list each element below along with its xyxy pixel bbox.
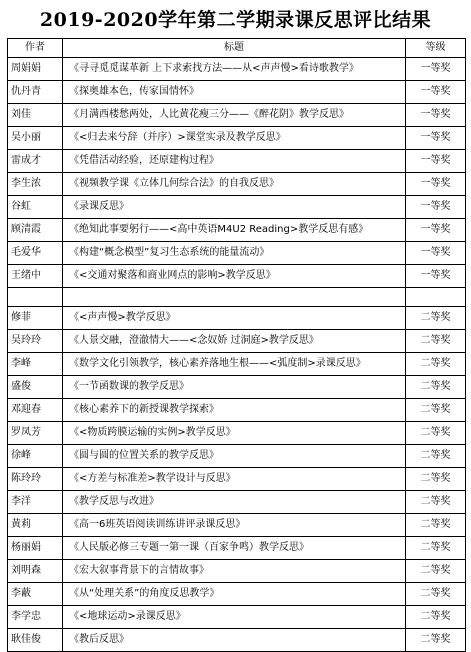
spacer-row: [8, 288, 466, 307]
grade-cell: 一等奖: [406, 58, 466, 81]
grade-cell: 二等奖: [406, 307, 466, 330]
grade-cell: 二等奖: [406, 422, 466, 445]
table-row: [8, 537, 466, 560]
grade-cell: 二等奖: [406, 330, 466, 353]
title-cell: 《核心素养下的新授课教学探索》: [63, 399, 406, 422]
grade-cell: 一等奖: [406, 81, 466, 104]
grade-cell: 二等奖: [406, 353, 466, 376]
title-cell: 《宏大叙事背景下的言情故事》: [63, 560, 406, 583]
table-row: [8, 445, 466, 468]
title-cell: 《凭借活动经验，还原建构过程》: [63, 150, 406, 173]
author-cell: 雷成才: [8, 150, 63, 173]
grade-cell: 一等奖: [406, 219, 466, 242]
grade-cell: 一等奖: [406, 196, 466, 219]
title-cell: 《从“处理关系”的角度反思教学》: [63, 583, 406, 606]
title-cell: 《寻寻觅觅谋革新 上下求索找方法——从<声声慢>看诗歌教学》: [63, 58, 406, 81]
table-row: [8, 265, 466, 288]
author-cell: 顾清霞: [8, 219, 63, 242]
table-row: [8, 330, 466, 353]
table-row: [8, 376, 466, 399]
grade-cell: 二等奖: [406, 560, 466, 583]
second-prize-group: [8, 307, 466, 652]
table-row: [8, 422, 466, 445]
title-cell: 《<交通对聚落和商业网点的影响>教学反思》: [63, 265, 406, 288]
first-prize-group: [8, 58, 466, 288]
header-grade: 等级: [406, 39, 466, 58]
title-cell: 《视频教学课《立体几何综合法》的自我反思》: [63, 173, 406, 196]
grade-cell: 二等奖: [406, 537, 466, 560]
page-title: 2019-2020学年第二学期录课反思评比结果: [39, 9, 432, 31]
title-cell: 《人景交融，澄澈情大——<念奴娇 过洞庭>教学反思》: [63, 330, 406, 353]
author-cell: 吴玲玲: [8, 330, 63, 353]
table-row: [8, 196, 466, 219]
title-cell: 《构建“概念模型”复习生态系统的能量流动》: [63, 242, 406, 265]
author-cell: 李洋: [8, 491, 63, 514]
table-row: [8, 219, 466, 242]
title-cell: 《<方差与标准差>教学设计与反思》: [63, 468, 406, 491]
title-cell: 《探奥雄本色，传家国情怀》: [63, 81, 406, 104]
results-table: [7, 38, 466, 652]
title-cell: 《教后反思》: [63, 629, 406, 652]
title-cell: 《数学文化引领教学，核心素养落地生根——<弧度制>录课反思》: [63, 353, 406, 376]
grade-cell: 一等奖: [406, 104, 466, 127]
author-cell: 邓迎春: [8, 399, 63, 422]
table-row: [8, 173, 466, 196]
grade-cell: 一等奖: [406, 265, 466, 288]
table-row: [8, 127, 466, 150]
grade-cell: 二等奖: [406, 491, 466, 514]
author-cell: 盛俊: [8, 376, 63, 399]
table-row: [8, 242, 466, 265]
table-row: [8, 307, 466, 330]
author-cell: 吴小丽: [8, 127, 63, 150]
grade-cell: 一等奖: [406, 242, 466, 265]
grade-cell: 二等奖: [406, 583, 466, 606]
table-row: [8, 150, 466, 173]
title-cell: 《绝知此事要躬行——<高中英语M4U2 Reading>教学反思有感》: [63, 219, 406, 242]
author-cell: 李蔽: [8, 583, 63, 606]
grade-cell: 二等奖: [406, 629, 466, 652]
table-row: [8, 514, 466, 537]
author-cell: 陈玲玲: [8, 468, 63, 491]
grade-cell: 二等奖: [406, 445, 466, 468]
author-cell: 毛爱华: [8, 242, 63, 265]
grade-cell: 二等奖: [406, 399, 466, 422]
author-cell: 李学忠: [8, 606, 63, 629]
table-row: [8, 606, 466, 629]
author-cell: 徐峰: [8, 445, 63, 468]
grade-cell: 二等奖: [406, 468, 466, 491]
spacer-group: [8, 288, 466, 307]
author-cell: 修菲: [8, 307, 63, 330]
title-cell: 《一节函数课的教学反思》: [63, 376, 406, 399]
table-header-row: [8, 39, 466, 58]
title-cell: 《教学反思与改进》: [63, 491, 406, 514]
table-row: [8, 629, 466, 652]
author-cell: 罗凤芳: [8, 422, 63, 445]
table-row: [8, 560, 466, 583]
header-title: 标题: [63, 39, 406, 58]
author-cell: 李峰: [8, 353, 63, 376]
grade-cell: 一等奖: [406, 127, 466, 150]
grade-cell: 二等奖: [406, 514, 466, 537]
author-cell: 仇丹青: [8, 81, 63, 104]
grade-cell: 一等奖: [406, 150, 466, 173]
table-row: [8, 399, 466, 422]
author-cell: 刘佳: [8, 104, 63, 127]
author-cell: 耿佳俊: [8, 629, 63, 652]
table-row: [8, 104, 466, 127]
grade-cell: 二等奖: [406, 376, 466, 399]
author-cell: 王绪中: [8, 265, 63, 288]
title-cell: 《<物质跨膜运输的实例>教学反思》: [63, 422, 406, 445]
author-cell: 黄莉: [8, 514, 63, 537]
grade-cell: 二等奖: [406, 606, 466, 629]
author-cell: 李生浓: [8, 173, 63, 196]
title-cell: 《<声声慢>教学反思》: [63, 307, 406, 330]
title-cell: 《<归去来兮辞（并序）>课堂实录及教学反思》: [63, 127, 406, 150]
title-cell: 《录课反思》: [63, 196, 406, 219]
table-row: [8, 58, 466, 81]
table-row: [8, 491, 466, 514]
title-cell: 《人民版必修三专题一第一课（百家争鸣）教学反思》: [63, 537, 406, 560]
author-cell: 刘明森: [8, 560, 63, 583]
title-cell: 《月满西楼愁两处，人比黄花瘦三分——《醉花阴》教学反思》: [63, 104, 406, 127]
table-row: [8, 353, 466, 376]
table-row: [8, 468, 466, 491]
author-cell: 周娟娟: [8, 58, 63, 81]
grade-cell: 一等奖: [406, 173, 466, 196]
table-row: [8, 81, 466, 104]
author-cell: 谷虹: [8, 196, 63, 219]
header-author: 作者: [8, 39, 63, 58]
title-cell: 《高一6班英语阅读训练讲评录课反思》: [63, 514, 406, 537]
title-cell: 《<地球运动>录课反思》: [63, 606, 406, 629]
title-cell: 《圆与圆的位置关系的教学反思》: [63, 445, 406, 468]
author-cell: 杨丽娟: [8, 537, 63, 560]
table-row: [8, 583, 466, 606]
